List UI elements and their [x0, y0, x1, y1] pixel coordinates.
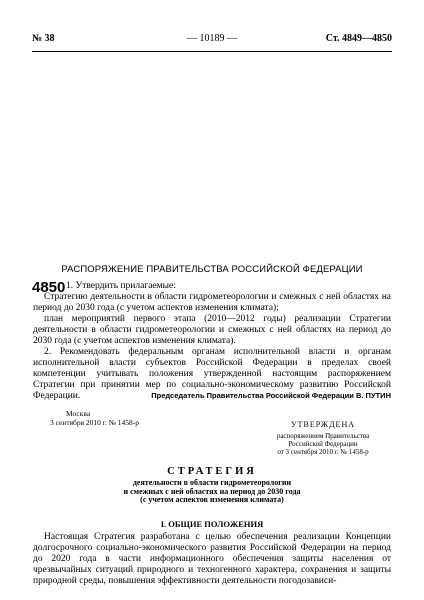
approval-stamp [250, 420, 396, 456]
strategy-subtitle-line-2: и смежных с ней областях на период до 2030 года [123, 486, 301, 496]
order-title: РАСПОРЯЖЕНИЕ ПРАВИТЕЛЬСТВА РОССИЙСКОЙ ФЕДЕРАЦИИ [61, 264, 363, 275]
city: Москва [66, 409, 91, 418]
strategy-title: СТРАТЕГИЯ [167, 466, 257, 477]
strategy-subtitle-line-1: деятельности в области гидрометеорологии [132, 478, 292, 487]
place-and-date [50, 409, 139, 427]
order-item-1: 1. Утвердить прилагаемые: [66, 281, 176, 291]
strategy-subtitle-line-3: (с учетом аспектов изменения климата) [140, 495, 284, 504]
approval-line-2: Российской Федерации [288, 440, 358, 448]
running-header [32, 33, 392, 47]
signature: Председатель Правительства Российской Федерации В. ПУТИН [151, 391, 391, 400]
order-date-number: 3 сентября 2010 г. № 1458-р [50, 418, 140, 427]
approval-line-3: от 3 сентября 2010 г. № 1458-р [277, 448, 369, 456]
article-range: Ст. 4849—4850 [325, 33, 392, 44]
section-heading: I. ОБЩИЕ ПОЛОЖЕНИЯ [160, 519, 264, 529]
issue-number: № 38 [32, 33, 55, 44]
approval-line-1: распоряжением Правительства [276, 432, 370, 440]
order-item-2: 2. Рекомендовать федеральным органам исполнительной власти и органам исполнительной власти субъектов Российской Федерации в пределах своей компетенции учитывать положения утвержденной настоящим распоряжением Стратегии при принятии мер по социально-экономическому развитию Российской Федерации. [33, 347, 391, 401]
order-item-1a: Стратегию деятельности в области гидрометеорологии и смежных с ней областях на период до 2030 года (с учетом аспектов изменения климата); [33, 292, 391, 313]
article-number: 4850 [32, 279, 66, 296]
strategy-subtitle [32, 479, 392, 505]
page-number: — 10189 — [187, 33, 237, 44]
strategy-paragraph-1: Настоящая Стратегия разработана с целью обеспечения реализации Концепции долгосрочного социально-экономического развития Российской Федерации на период до 2020 года в части информационного обеспечения защиты населения от чрезвычайных ситуаций природного и техногенного характера, сохранения и защиты природной среды, повышения эффективности деятельности погодозависи- [33, 532, 391, 586]
header-divider [32, 51, 392, 52]
approval-title: УТВЕРЖДЕНА [290, 420, 355, 429]
order-item-1b: план мероприятий первого этапа (2010—2012 годы) реализации Стратегии деятельности в области гидрометеорологии и смежных с ней областях на период до 2030 года (с учетом аспектов изменения климата). [33, 314, 391, 346]
